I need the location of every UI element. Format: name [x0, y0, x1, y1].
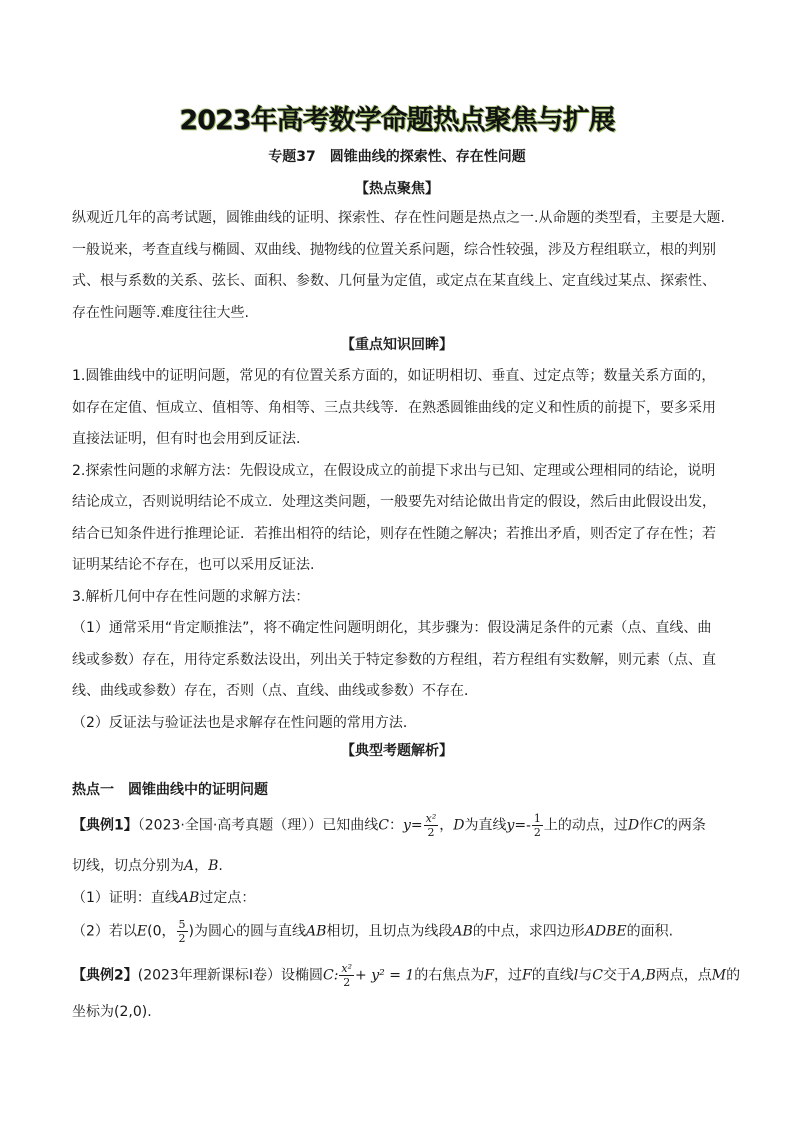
- text-line: 存在性问题等.难度往往大些.: [72, 304, 249, 321]
- example2-tag: 【典例2】: [72, 967, 138, 984]
- text-line: 结合已知条件进行推理论证．若推出相符的结论，则存在性随之解决；若推出矛盾，则否定了存在性；若: [72, 525, 716, 542]
- text: （1）证明：直线: [72, 890, 179, 906]
- text-line: 2.探索性问题的求解方法：先假设成立，在假设成立的前提下求出与已知、定理或公理相同的结论，说明: [72, 462, 716, 479]
- example2-line2: [72, 1001, 732, 1021]
- hotpoint-heading: 热点一 圆锥曲线中的证明问题: [72, 782, 268, 798]
- math-var: F: [484, 967, 495, 984]
- math-var: F: [522, 967, 532, 984]
- text: 的直线: [531, 967, 574, 984]
- section-heading-typical-problems: 【典型考题解析】: [341, 743, 453, 759]
- fraction-num: x²: [341, 962, 353, 975]
- math-var: A,B: [630, 967, 656, 984]
- punct: .: [147, 1004, 152, 1020]
- fraction: [339, 962, 354, 989]
- math-var: ADBE: [584, 923, 627, 940]
- math-expr: (2,0): [114, 1004, 148, 1020]
- punct: ，: [439, 817, 454, 834]
- text: 相切，且切点为线段: [326, 923, 453, 940]
- section-heading-knowledge-review: 【重点知识回眸】: [341, 337, 453, 353]
- fraction-num: 1: [533, 812, 541, 825]
- example2-source: (2023年理新课标Ⅰ卷）设椭圆: [137, 967, 323, 984]
- example1-question1: [72, 887, 732, 907]
- topic-subtitle: 专题37 圆锥曲线的探索性、存在性问题: [268, 149, 526, 165]
- fraction-num: x²: [425, 812, 437, 825]
- punct: ：: [389, 817, 403, 834]
- fraction-den: 2: [178, 932, 186, 945]
- text-line: 式、根与系数的关系、弦长、面积、参数、几何量为定值，或定点在某直线上、定直线过某点、探索性、: [72, 273, 716, 289]
- text: 上的动点，过: [543, 817, 628, 834]
- fraction-den: 2: [427, 826, 435, 839]
- math-var: C: [378, 817, 389, 834]
- math-var: AB: [306, 923, 327, 940]
- math-var: M: [711, 967, 727, 984]
- text-line: 一般说来，考查直线与椭圆、双曲线、抛物线的位置关系问题，综合性较强，涉及方程组联立，根的判别: [72, 241, 716, 258]
- text-line: 3.解析几何中存在性问题的求解方法：: [72, 588, 310, 605]
- example1-line2: [72, 855, 732, 875]
- example1-source: （2023·全国·高考真题（理））已知曲线: [137, 817, 379, 834]
- text: 两点，点: [655, 967, 712, 984]
- text-line: （1）通常采用“肯定顺推法”，将不确定性问题明朗化，其步骤为：假设满足条件的元素（点、直线、曲: [72, 620, 712, 636]
- fraction-den: 2: [533, 826, 541, 839]
- knowledge-paragraphs: [72, 361, 720, 739]
- math-var: C:: [322, 967, 339, 984]
- math-var: B: [208, 858, 219, 874]
- example1-question2: [72, 918, 732, 945]
- fraction: [532, 812, 543, 839]
- math-var: AB: [452, 923, 473, 940]
- fraction-den: 2: [343, 976, 351, 989]
- text: 的右焦点为: [414, 967, 485, 984]
- text-line: 线或参数）存在，用待定系数法设出，列出关于特定参数的方程组，若方程组有实数解，则元素（点、直: [72, 651, 716, 668]
- text: 坐标为: [72, 1004, 114, 1020]
- math-var: D: [453, 817, 465, 834]
- example2-line1: [72, 962, 741, 989]
- math-expr: + y² = 1: [355, 967, 415, 984]
- example1-line1: [72, 812, 732, 839]
- text-line: 结论成立，否则说明结论不成立．处理这类问题，一般要先对结论做出肯定的假设，然后由此假设出发，: [72, 494, 716, 510]
- math-var: A: [184, 858, 195, 874]
- text: )为圆心的圆与直线: [188, 923, 306, 940]
- text-line: （2）反证法与验证法也是求解存在性问题的常用方法．: [72, 714, 417, 731]
- text: 切线，切点分别为: [72, 858, 184, 874]
- text: 与: [578, 967, 593, 984]
- document-title: 2023年高考数学命题热点聚焦与扩展: [179, 105, 615, 136]
- text-line: 1.圆锥曲线中的证明问题，常见的有位置关系方面的，如证明相切、垂直、过定点等；数量关系方面的，: [72, 368, 716, 384]
- math-var: E: [136, 923, 148, 940]
- text-line: 如存在定值、恒成立、值相等、角相等、三点共线等．在熟悉圆锥曲线的定义和性质的前提下，要多采用: [72, 399, 716, 416]
- fraction: [424, 812, 439, 839]
- math-var: l: [573, 967, 579, 984]
- text: 为直线: [464, 817, 507, 834]
- text: 作: [639, 817, 654, 834]
- text-line: 线、曲线或参数）存在，否则（点、直线、曲线或参数）不存在．: [72, 683, 478, 699]
- text: 过定点：: [199, 890, 256, 906]
- text-line: 证明某结论不存在，也可以采用反证法.: [72, 557, 315, 573]
- math-var: AB: [178, 890, 200, 906]
- text-line: 纵观近几年的高考试题，圆锥曲线的证明、探索性、存在性问题是热点之一.从命题的类型看，主要是大题.: [72, 210, 725, 226]
- text: 的两条: [663, 817, 706, 834]
- fraction-num: 5: [178, 918, 186, 931]
- text: 的中点，求四边形: [472, 923, 585, 940]
- text: 的: [726, 967, 741, 984]
- text-line: 直接法证明，但有时也会用到反证法.: [72, 431, 301, 447]
- text: (0，: [147, 923, 176, 940]
- punct: .: [218, 858, 223, 874]
- text: ，过: [494, 967, 523, 984]
- intro-paragraph: [72, 203, 725, 329]
- math-expr: y=-: [506, 817, 531, 834]
- fraction: [177, 918, 188, 945]
- example1-tag: 【典例1】: [72, 817, 138, 834]
- text: （2）若以: [72, 923, 137, 940]
- text: 的面积.: [626, 923, 674, 940]
- math-expr: y=: [403, 817, 423, 834]
- section-heading-hot-focus: 【热点聚焦】: [355, 181, 439, 197]
- math-var: C: [653, 817, 664, 834]
- text: 交于: [602, 967, 631, 984]
- math-var: D: [627, 817, 640, 834]
- punct: ，: [194, 858, 209, 874]
- math-var: C: [592, 967, 603, 984]
